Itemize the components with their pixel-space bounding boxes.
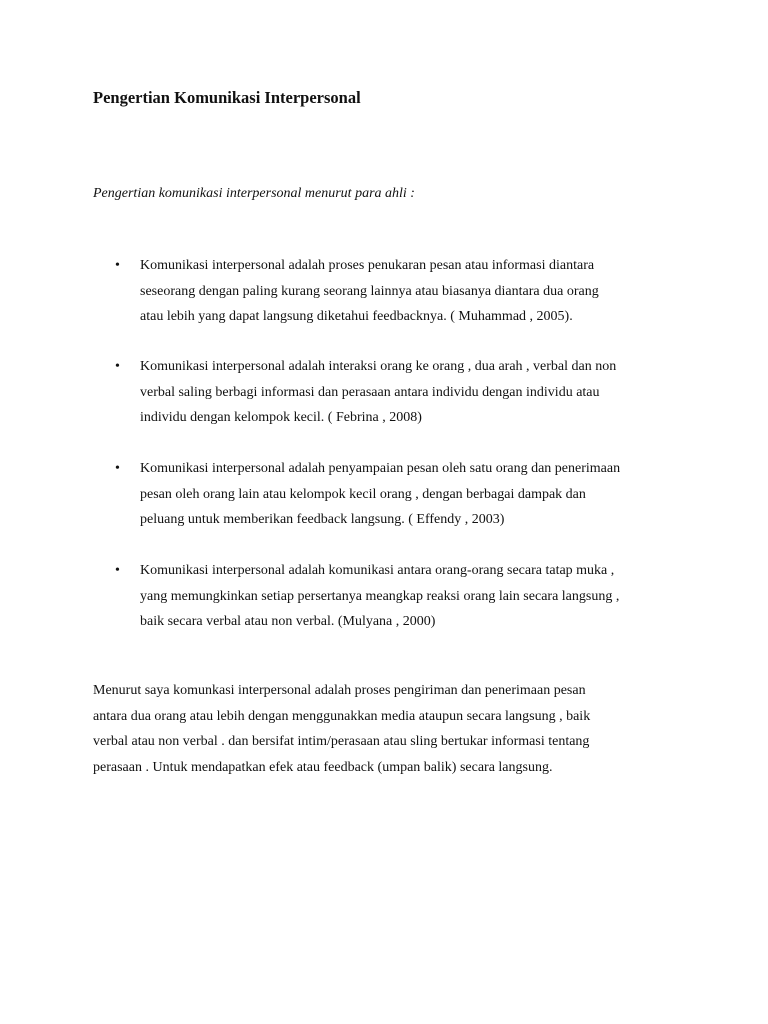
bullet-icon: • [115,258,120,273]
bullet-icon: • [115,563,120,578]
definition-line: yang memungkinkan setiap persertanya meangkap reaksi orang lain secara langsung , [140,588,620,604]
definition-line: Komunikasi interpersonal adalah proses penukaran pesan atau informasi diantara [140,258,595,273]
bullet-icon: • [115,359,120,374]
conclusion-line: perasaan . Untuk mendapatkan efek atau feedback (umpan balik) secara langsung. [93,759,553,775]
document-title: Pengertian Komunikasi Interpersonal [93,88,361,107]
definition-item [115,354,700,431]
section-subtitle: Pengertian komunikasi interpersonal menurut para ahli : [93,186,415,201]
definition-line: pesan oleh orang lain atau kelompok kecil orang , dengan berbagai dampak dan [140,486,586,502]
definition-item [115,558,700,635]
definition-line: baik secara verbal atau non verbal. (Mulyana , 2000) [140,614,436,629]
definition-item [115,253,700,330]
definition-item [115,456,700,533]
definition-line: Komunikasi interpersonal adalah penyampaian pesan oleh satu orang dan penerimaan [140,461,621,476]
conclusion-line: Menurut saya komunkasi interpersonal adalah proses pengiriman dan penerimaan pesan [93,683,586,698]
conclusion-line: antara dua orang atau lebih dengan menggunakkan media ataupun secara langsung , baik [93,708,591,724]
definition-line: peluang untuk memberikan feedback langsung. ( Effendy , 2003) [140,512,505,527]
definition-line: atau lebih yang dapat langsung diketahui feedbacknya. ( Muhammad , 2005). [140,309,573,324]
definition-line: individu dengan kelompok kecil. ( Febrina , 2008) [140,410,422,425]
definition-line: Komunikasi interpersonal adalah komunikasi antara orang-orang secara tatap muka , [140,563,615,578]
conclusion-paragraph [93,678,693,780]
definition-line: seseorang dengan paling kurang seorang lainnya atau biasanya diantara dua orang [140,283,599,299]
definition-line: verbal saling berbagi informasi dan perasaan antara individu dengan individu atau [140,384,600,400]
conclusion-line: verbal atau non verbal . dan bersifat intim/perasaan atau sling bertukar informasi tentang [93,734,590,749]
definition-line: Komunikasi interpersonal adalah interaksi orang ke orang , dua arah , verbal dan non [140,359,617,374]
bullet-icon: • [115,461,120,476]
